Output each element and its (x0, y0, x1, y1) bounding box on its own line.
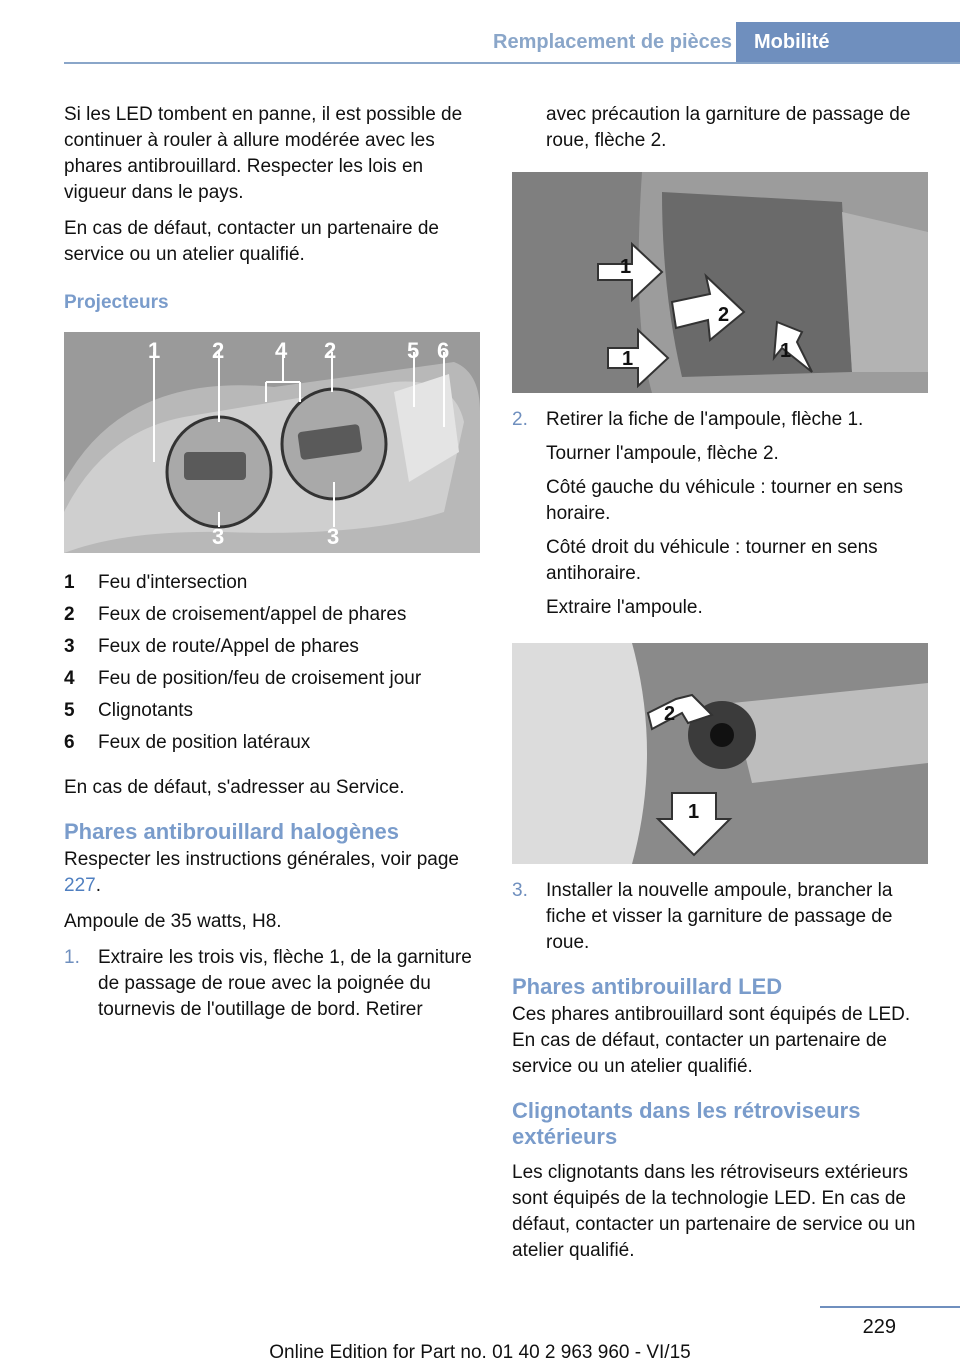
step-number: 2. (512, 409, 528, 430)
legend-text: Feux de croisement/appel de phares (98, 604, 407, 625)
halogen-text: Respecter les instructions générales, voir page (64, 849, 459, 870)
step-line: Tourner l'ampoule, flèche 2. (546, 443, 779, 464)
list-item (64, 631, 480, 663)
service-note: En cas de défaut, s'adresser au Service. (64, 777, 405, 798)
legend-text: Feux de position latéraux (98, 732, 311, 753)
fig-label: 1 (148, 338, 161, 363)
step-number: 3. (512, 880, 528, 901)
left-column (64, 102, 480, 1033)
legend-number: 3 (64, 636, 75, 657)
step-3 (512, 878, 928, 956)
fig-label: 1 (780, 340, 792, 362)
fig-label: 2 (324, 338, 337, 363)
step-body (546, 407, 928, 629)
fig-label: 2 (212, 338, 225, 363)
headlight-legend (64, 567, 480, 759)
header-rule (64, 62, 960, 64)
fig-label: 3 (327, 524, 340, 549)
fig-label: 1 (622, 348, 634, 370)
legend-number: 6 (64, 732, 75, 753)
footer-edition: Online Edition for Part no. 01 40 2 963 960 - VI/15 (269, 1342, 691, 1363)
footer-rule (820, 1306, 960, 1308)
halogen-paragraph-1 (64, 847, 480, 899)
heading-led-fog: Phares antibrouillard LED (512, 974, 783, 999)
headlight-figure (64, 332, 480, 553)
header-section-title: Remplacement de pièces (493, 31, 732, 53)
step-1 (64, 945, 480, 1023)
list-item (64, 695, 480, 727)
fig-label: 5 (407, 338, 420, 363)
step-line: Côté droit du véhicule : tourner en sens antihoraire. (546, 537, 878, 584)
list-item (64, 663, 480, 695)
halogen-text-end: . (95, 875, 101, 896)
heading-mirror-indicators: Clignotants dans les rétroviseurs extérieurs (512, 1098, 861, 1149)
step-number: 1. (64, 947, 80, 968)
step-2 (512, 407, 928, 629)
mirror-paragraph: Les clignotants dans les rétroviseurs extérieurs sont équipés de la technologie LED. En cas de défaut, contacter un partenaire de service ou un atelier qualifié. (512, 1162, 916, 1261)
intro-paragraph-1: Si les LED tombent en panne, il est possible de continuer à rouler à allure modérée avec les phares antibrouillard. Respecter les lois en vigueur dans le pays. (64, 104, 463, 203)
legend-number: 4 (64, 668, 75, 689)
fig-label: 2 (718, 304, 730, 326)
page-link[interactable]: 227 (64, 875, 96, 896)
step-text: Extraire les trois vis, flèche 1, de la garniture de passage de roue avec la poignée du tournevis de l'outillage de bord. Retirer (98, 947, 472, 1020)
led-paragraph: Ces phares antibrouillard sont équipés de LED. En cas de défaut, contacter un partenaire de service ou un atelier qualifié. (512, 1004, 911, 1077)
legend-text: Feu de position/feu de croisement jour (98, 668, 422, 689)
step-line: Extraire l'ampoule. (546, 597, 703, 618)
fig-label: 2 (664, 703, 676, 725)
heading-projecteurs: Projecteurs (64, 292, 169, 313)
legend-number: 2 (64, 604, 75, 625)
right-column (512, 102, 928, 1274)
wheel-arch-figure (512, 172, 928, 393)
fig-label: 4 (275, 338, 288, 363)
header-chapter-tab[interactable]: Mobilité (736, 22, 960, 62)
list-item (64, 567, 480, 599)
halogen-paragraph-2: Ampoule de 35 watts, H8. (64, 911, 282, 932)
fig-label: 1 (620, 256, 632, 278)
list-item (64, 727, 480, 759)
legend-text: Clignotants (98, 700, 194, 721)
step-line: Retirer la fiche de l'ampoule, flèche 1. (546, 409, 864, 430)
heading-halogen-fog: Phares antibrouillard halogènes (64, 819, 399, 844)
fig-label: 6 (437, 338, 450, 363)
continued-paragraph: avec précaution la garniture de passage de roue, flèche 2. (546, 104, 911, 151)
legend-text: Feux de route/Appel de phares (98, 636, 359, 657)
list-item (64, 599, 480, 631)
legend-number: 5 (64, 700, 75, 721)
intro-paragraph-2: En cas de défaut, contacter un partenaire de service ou un atelier qualifié. (64, 218, 439, 265)
step-text: Installer la nouvelle ampoule, brancher la fiche et visser la garniture de passage de roue. (546, 880, 893, 953)
page-number: 229 (862, 1316, 896, 1338)
fig-label: 3 (212, 524, 225, 549)
bulb-figure (512, 643, 928, 864)
legend-text: Feu d'intersection (98, 572, 248, 593)
legend-number: 1 (64, 572, 75, 593)
fig-label: 1 (688, 801, 700, 823)
step-line: Côté gauche du véhicule : tourner en sens horaire. (546, 477, 904, 524)
